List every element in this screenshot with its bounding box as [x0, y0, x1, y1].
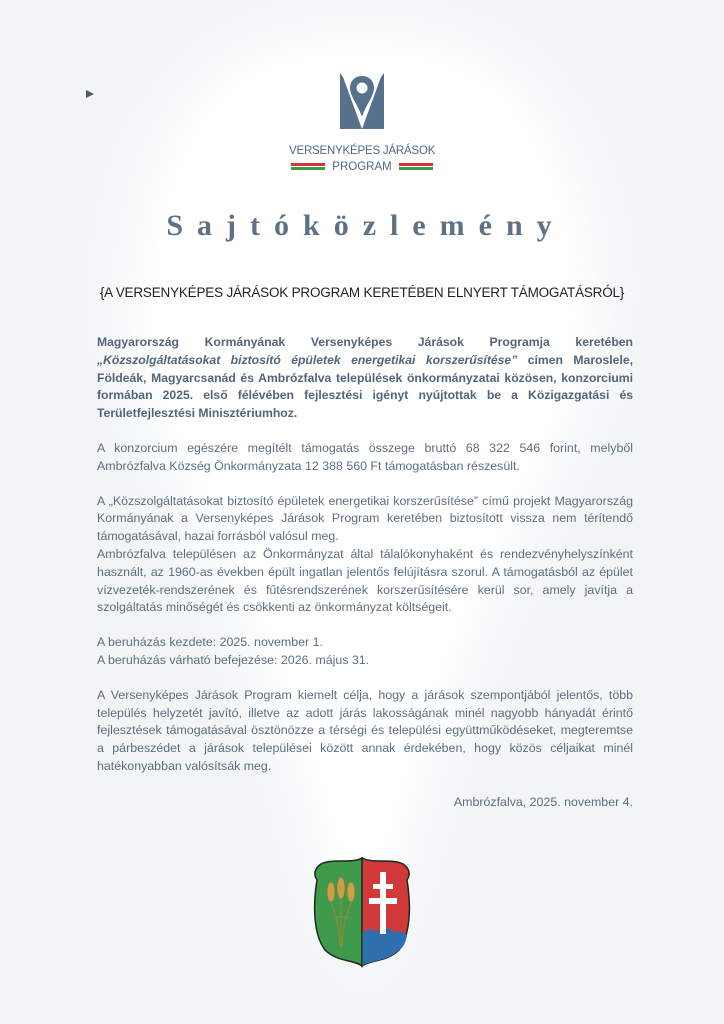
- play-triangle-icon: [86, 90, 94, 98]
- coat-of-arms-icon: [311, 854, 413, 968]
- paragraph-funding: A konzorcium egészére megítélt támogatás összege bruttó 68 322 546 forint, melyből Ambrózfalva Község Önkormányzata 12 388 560 Ft támogatásban részesült.: [97, 440, 633, 473]
- crest-container: [0, 854, 724, 1008]
- intro-prefix: Magyarország Kormányának Versenyképes Járások Programja keretében: [97, 335, 633, 349]
- end-date: A beruházás várható befejezése: 2026. május 31.: [97, 652, 370, 667]
- hungarian-flag-stripes-left: [291, 163, 325, 170]
- paragraph-building: Ambrózfalva településen az Önkormányzat által tálalókonyhaként és rendezvényhelyszínként használt, az 1960-as években épült ingatlan jelentős felújításra szorul. A támogatásból az épület vízvezeték-rendszerének és fűtésrendszerének korszerűsítésére kerül sor, amely javítja a szolgáltatás minőségét és csökkenti az önkormányzat költségeit.: [97, 546, 633, 615]
- project-title: „Közszolgáltatásokat biztosító épületek energetikai korszerűsítése”: [97, 352, 518, 367]
- paragraph-intro: [97, 334, 633, 423]
- intro-suffix: címen Maroslele, Földeák, Magyarcsanád és Ambrózfalva települések önkormányzatai közösen, konzorciumi formában 2025. első félévében fejlesztési igényt nyújtottak be a Közigazgatási és Területfejlesztési Minisztériumhoz.: [97, 352, 633, 421]
- logo-text-line1: VERSENYKÉPES JÁRÁSOK: [289, 145, 436, 157]
- paragraph-program-goal: A Versenyképes Járások Program kiemelt célja, hogy a járások szempontjából jelentős, több település helyzetét javító, illetve az adott járás lakosságának minél nagyobb hányadát érintő fejlesztések támogatásával ösztönözze a térségi és települési együttműködéseket, megteremtse a párbeszédet a járások települései között annak érdekében, hogy közös céljaikat minél hatékonyabban valósítsák meg.: [97, 687, 633, 773]
- versenykepes-jarasok-logo: [289, 0, 435, 176]
- paragraph-dates: [97, 634, 633, 670]
- page-title: Sajtóközlemény: [166, 209, 566, 242]
- paragraph-project: A „Közszolgáltatásokat biztosító épületek energetikai korszerűsítése” című projekt Magyarország Kormányának a Versenyképes Járások Program keretében biztosított vissza nem térítendő támogatásával, hazai forrásból valósul meg.: [97, 493, 633, 544]
- start-date: A beruházás kezdete: 2025. november 1.: [97, 635, 323, 650]
- hungarian-flag-stripes-right: [399, 163, 433, 170]
- logo-text-line2: PROGRAM: [332, 161, 392, 173]
- press-release-body: [97, 334, 633, 776]
- location-pin-v-icon: [340, 73, 384, 129]
- place-and-date: Ambrózfalva, 2025. november 4.: [453, 794, 633, 809]
- subtitle: {A VERSENYKÉPES JÁRÁSOK PROGRAM KERETÉBEN ELNYERT TÁMOGATÁSRÓL}: [99, 285, 625, 300]
